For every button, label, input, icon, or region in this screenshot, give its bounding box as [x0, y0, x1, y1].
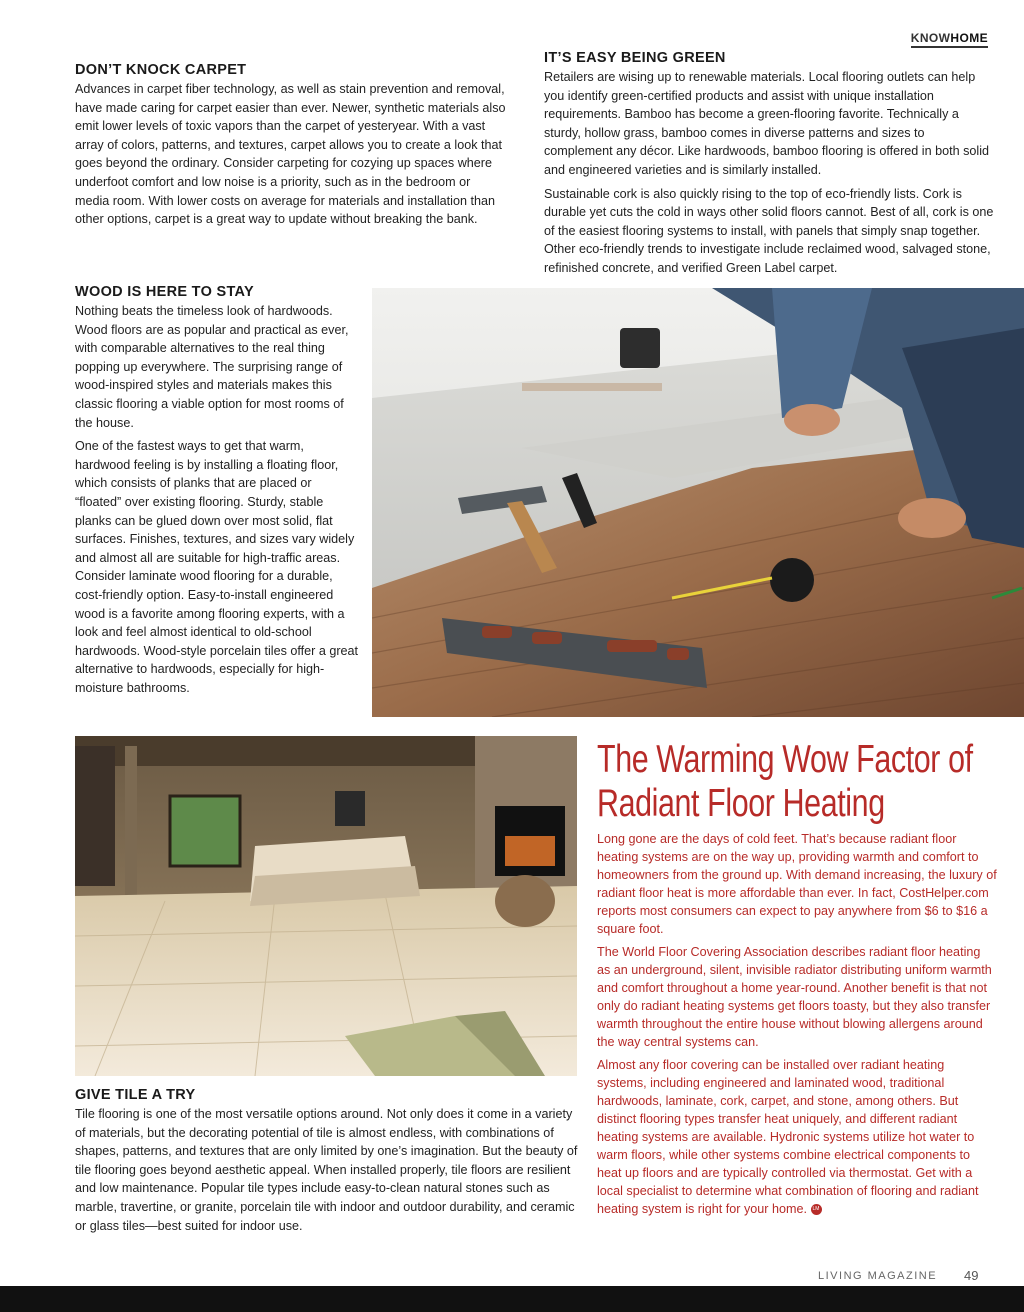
tile-heading: GIVE TILE A TRY — [75, 1087, 196, 1103]
radiant-paragraph-3-text: Almost any floor covering can be installed over radiant heating systems, including engineered and laminated wood, traditional hardwoods, laminate, cork, carpet, and stone, among others. But distinct flooring types transfer heat uniquely, and different radiant heating systems are available. Hydronic systems utilize hot water to warm floors, while other systems combine electrical components to heat up floors and are typically controlled via thermostat. Get with a local specialist to determine what combination of flooring and radiant heating system is right for your home. — [597, 1058, 979, 1216]
footer-magazine-name: LIVING MAGAZINE — [818, 1270, 938, 1282]
carpet-body: Advances in carpet fiber technology, as well as stain prevention and removal, have made caring for carpet easier than ever. Newer, synthetic materials also emit lower levels of toxic vapors than the carpet of yesteryear. With a vast array of colors, patterns, and textures, carpet allows you to create a look that goes beyond the ordinary. Consider carpeting for cozying up spaces where underfoot comfort and low noise is a priority, such as in the bedroom or media room. With lower costs on average for materials and installation than other options, carpet is a great way to update without breaking the bank. — [75, 82, 506, 227]
green-paragraph-1: Retailers are wising up to renewable materials. Local flooring outlets can help you identify green-certified products and assist with unique installation requirements. Bamboo has become a green-flooring favorite. Technically a sturdy, hollow grass, bamboo comes in diverse patterns and sizes to complement any décor. Like hardwoods, bamboo flooring is offered in both solid and engineered varieties and is similarly installed. — [544, 70, 990, 177]
wood-paragraph-2: One of the fastest ways to get that warm, hardwood feeling is by installing a floating floor, which consists of planks that are placed or “floated” over existing flooring. Sturdy, stable planks can be glued down over most solid, flat surfaces. Finishes, textures, and sizes vary widely and almost all are suitable for high-traffic areas. Consider laminate wood flooring for a durable, cost-friendly option. Easy-to-install engineered wood is a favorite among flooring experts, with a look and feel almost identical to old-school hardwoods. Wood-style porcelain tiles offer a great alternative to hardwoods, especially for high-moisture bathrooms. — [75, 439, 359, 695]
green-section — [544, 50, 994, 278]
lm-logo-icon: LM — [811, 1204, 822, 1215]
wood-heading: WOOD IS HERE TO STAY — [75, 284, 254, 300]
radiant-paragraph-3 — [597, 1056, 997, 1218]
tile-living-room-photo — [75, 736, 577, 1076]
page-number: 49 — [964, 1268, 979, 1283]
flooring-installation-photo — [372, 288, 1024, 717]
radiant-paragraph-1: Long gone are the days of cold feet. That’s because radiant floor heating systems are on the way up, providing warmth and comfort to homeowners from the ground up. With demand increasing, the luxury of radiant floor heat is more affordable than ever. In fact, CostHelper.com reports most consumers can expect to pay anywhere from $6 to $16 a square foot. — [597, 832, 997, 936]
radiant-paragraph-2: The World Floor Covering Association describes radiant floor heating as an underground, silent, invisible radiator distributing uniform warmth and comfort throughout a home year-round. Another benefit is that not only do radiant heating systems get floors toasty, but they also transfer warmth throughout the entire house without blowing allergens around the way central systems can. — [597, 945, 992, 1049]
radiant-title-line-2: Radiant Floor Heating — [597, 782, 885, 825]
radiant-title-line-1: The Warming Wow Factor of — [597, 738, 973, 781]
radiant-section — [597, 738, 997, 1218]
brand-home: HOME — [950, 31, 988, 45]
wood-section — [75, 284, 360, 697]
green-paragraph-2: Sustainable cork is also quickly rising to the top of eco-friendly lists. Cork is durable yet cuts the cold in ways other solid floors cannot. Best of all, cork is one of the easiest flooring systems to install, with panels that simply snap together. Other eco-friendly trends to investigate include reclaimed wood, salvaged stone, refinished concrete, and verified Green Label carpet. — [544, 186, 994, 275]
tile-section — [75, 1087, 580, 1235]
section-brand — [911, 31, 988, 48]
carpet-section — [75, 62, 507, 229]
brand-know: KNOW — [910, 31, 951, 45]
carpet-heading: DON’T KNOCK CARPET — [75, 62, 247, 78]
green-heading: IT’S EASY BEING GREEN — [544, 50, 726, 66]
tile-body: Tile flooring is one of the most versatile options around. Not only does it come in a variety of materials, but the decorating potential of tile is almost endless, with combinations of shapes, patterns, and textures that are only limited by one’s imagination. But the beauty of tile flooring goes beyond aesthetic appeal. When installed properly, tile floors are resilient and low maintenance. Popular tile types include easy-to-clean natural stones such as marble, travertine, or granite, porcelain tile with indoor and outdoor durability, and ceramic or glass tiles—best suited for indoor use. — [75, 1107, 578, 1233]
wood-paragraph-1: Nothing beats the timeless look of hardwoods. Wood floors are as popular and practical as ever, with comparable alternatives to the real thing popping up everywhere. The surprising range of wood-inspired styles and materials makes this classic flooring a viable option for most rooms of the house. — [75, 304, 349, 430]
footer-bar — [0, 1286, 1024, 1312]
